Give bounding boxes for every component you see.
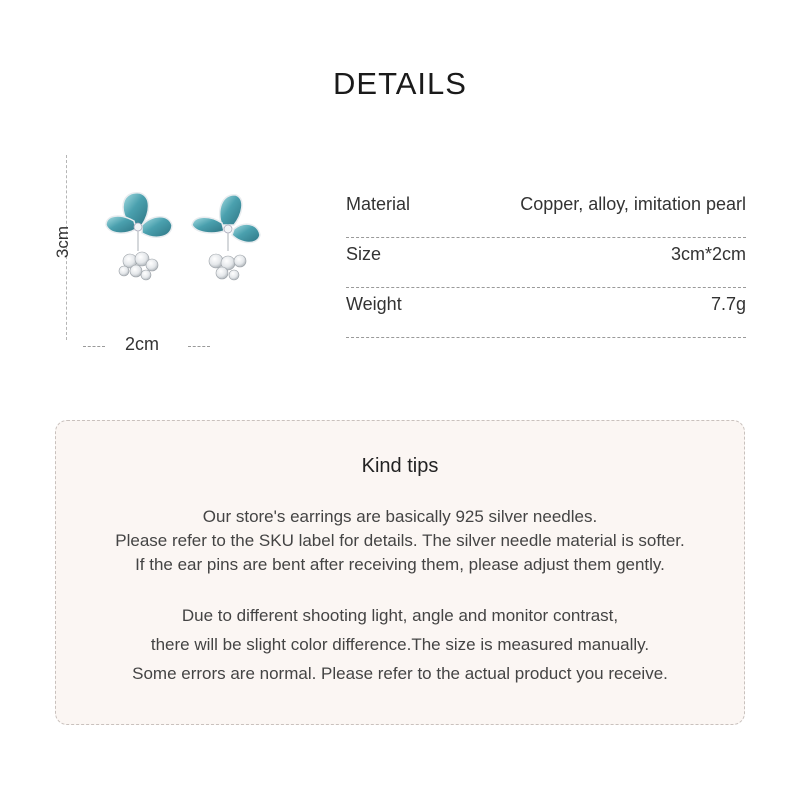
left-earring (106, 193, 172, 280)
tips-paragraph-2 (56, 601, 744, 688)
product-dimensions (55, 150, 255, 380)
spec-row-weight (346, 288, 746, 338)
width-dash-left (83, 346, 105, 347)
kind-tips-box (55, 420, 745, 725)
spec-label: Material (346, 194, 411, 214)
spec-value: 3cm*2cm (670, 244, 746, 264)
spec-label: Size (346, 244, 382, 264)
specs-table (346, 188, 746, 338)
width-dash-right (188, 346, 210, 347)
spec-value: Copper, alloy, imitation pearl (520, 194, 746, 214)
tips-line: Please refer to the SKU label for details. The silver needle material is softer. (115, 531, 685, 550)
tips-line: Due to different shooting light, angle and monitor contrast, (181, 606, 619, 625)
width-indicator (80, 334, 210, 358)
spec-value: 7.7g (710, 294, 746, 314)
tips-line: Our store's earrings are basically 925 silver needles. (202, 507, 598, 526)
page-title: DETAILS (333, 66, 467, 101)
tips-line: Some errors are normal. Please refer to the actual product you receive. (132, 664, 668, 683)
spec-row-material (346, 188, 746, 238)
spec-label: Weight (346, 294, 402, 314)
tips-title: Kind tips (361, 455, 439, 477)
tips-line: If the ear pins are bent after receiving them, please adjust them gently. (135, 555, 665, 574)
spec-row-size (346, 238, 746, 288)
tips-paragraph-1 (56, 505, 744, 577)
height-label: 3cm (53, 225, 73, 259)
earrings-image (90, 185, 270, 305)
tips-line: there will be slight color difference.The size is measured manually. (150, 635, 650, 654)
width-label: 2cm (125, 334, 160, 354)
right-earring (192, 195, 260, 280)
